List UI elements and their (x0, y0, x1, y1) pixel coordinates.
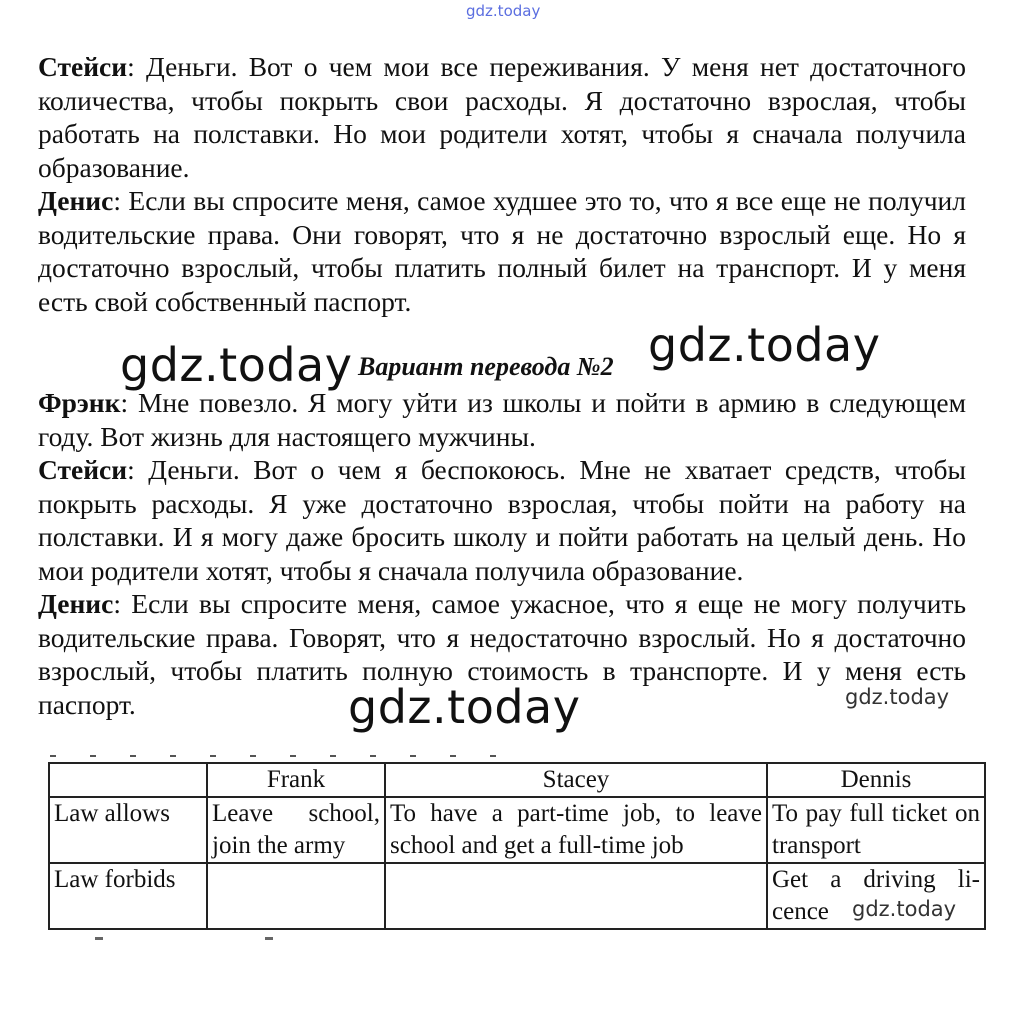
speaker-name: Стейси (38, 454, 128, 485)
speaker-name: Стейси (38, 51, 128, 82)
paragraph-stacey-2 (38, 453, 966, 587)
watermark-top: gdz.today (466, 2, 541, 20)
table-row (49, 863, 985, 929)
paragraph-text: : Деньги. Вот о чем мои все переживания. У меня нет достаточного количества, чтобы покрыть свои расходы. Я достаточно взрослая, чтобы работать на полставки. Но мои родители хотят, чтобы я сначала получила образование. (38, 51, 966, 183)
watermark: gdz.today (348, 680, 581, 734)
paragraph-text: : Мне повезло. Я могу уйти из школы и пойти в армию в следующем году. Вот жизнь для настоящего мужчины. (38, 387, 966, 452)
table-cell: Get a driving li-cence (767, 863, 985, 929)
table-cell: To have a part-time job, to leave school and get a full-time job (385, 797, 767, 863)
table-row (49, 797, 985, 863)
paragraph-denis-1 (38, 184, 966, 318)
speaker-name: Денис (38, 185, 114, 216)
speaker-name: Фрэнк (38, 387, 121, 418)
scan-artifact (50, 755, 520, 757)
table-cell (385, 863, 767, 929)
paragraph-text: : Деньги. Вот о чем я беспокоюсь. Мне не хватает средств, чтобы покрыть расходы. Я уже достаточно взрослая, чтобы пойти на работу на полставки. И я могу даже бросить школу и пойти работать на целый день. Но мои родители хотят, чтобы я сначала получила образование. (38, 454, 966, 586)
watermark: gdz.today (845, 685, 950, 709)
watermark: gdz.today (120, 338, 353, 392)
table-header-row (49, 763, 985, 797)
paragraph-text: : Если вы спросите меня, самое худшее это то, что я все еще не получил водительские права. Они говорят, что я не достаточно взрослый еще. Но я достаточно взрослый, чтобы платить полный билет на транспорт. И у меня есть свой собственный паспорт. (38, 185, 966, 317)
table-cell: To pay full ticket on transport (767, 797, 985, 863)
paragraph-text: : Если вы спросите меня, самое ужасное, что я еще не могу получить водительские права. Говорят, что я недостаточно взрослый. Но я достаточно взрослый, чтобы платить полную стоимость в транспорте. И у меня есть паспорт. (38, 588, 966, 720)
watermark: gdz.today (648, 318, 881, 372)
paragraph-stacey-1 (38, 50, 966, 184)
table-header-cell: Stacey (385, 763, 767, 797)
table-cell: Law forbids (49, 863, 207, 929)
law-table (48, 762, 986, 930)
table-cell: Law allows (49, 797, 207, 863)
table-header-cell: Dennis (767, 763, 985, 797)
table-cell: Leave school, join the army (207, 797, 385, 863)
scan-artifact (95, 937, 295, 940)
variant-heading: Вариант перевода №2 (358, 352, 614, 381)
table-header-cell: Frank (207, 763, 385, 797)
paragraph-frank (38, 386, 966, 453)
table-header-cell (49, 763, 207, 797)
watermark: gdz.today (852, 897, 957, 921)
table-cell (207, 863, 385, 929)
speaker-name: Денис (38, 588, 114, 619)
